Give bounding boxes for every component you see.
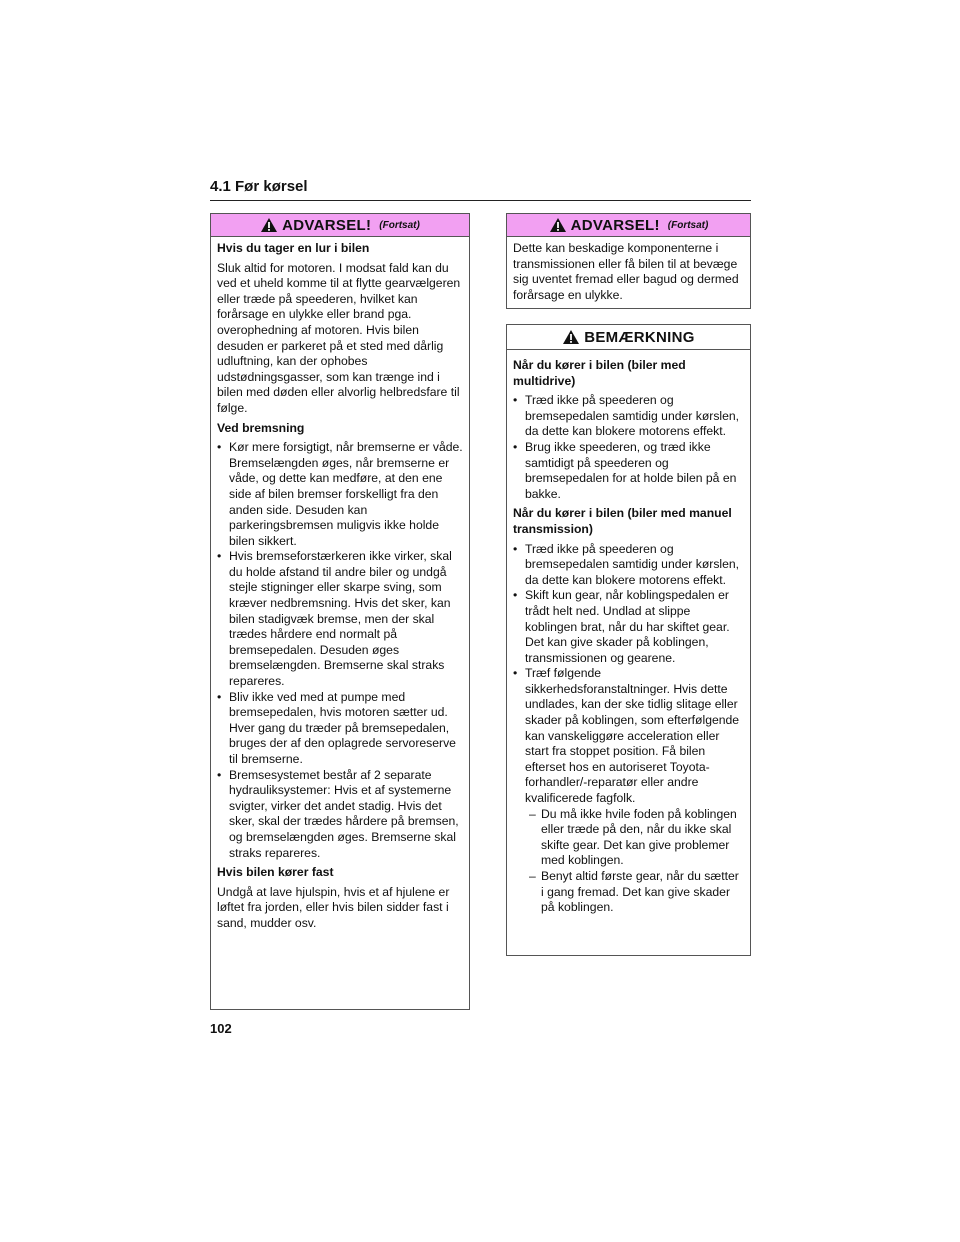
note-title: BEMÆRKNING xyxy=(584,328,695,346)
warning-box-header xyxy=(211,214,469,237)
page-number: 102 xyxy=(210,1021,232,1036)
bullet-list xyxy=(513,542,744,916)
caution-triangle-icon xyxy=(562,329,580,345)
dash-list xyxy=(525,807,744,916)
warning-box-left xyxy=(210,213,470,1010)
bullet-list xyxy=(513,393,744,502)
note-box-header xyxy=(507,325,750,350)
section-title: 4.1 Før kørsel xyxy=(210,178,308,195)
list-item-text: Træf følgende sikkerhedsforanstaltninger. Hvis dette undlades, kan der ske tidlig slitage eller skader på koblingen, som efterfølgende kan vanskeliggøre acceleration eller start fra stoppet position. Få bilen efterset hos en autoriseret Toyota-forhandler/-reparatør eller andre kvalificerede fagfolk. xyxy=(525,666,740,806)
warning-subtitle: (Fortsat) xyxy=(667,219,709,231)
section-heading: Hvis bilen kører fast xyxy=(217,865,334,880)
warning-box-header xyxy=(507,214,750,237)
bullet-list xyxy=(217,440,463,861)
list-item: • Bliv ikke ved med at pumpe med bremsepedalen, hvis motoren sætter ud. Hver gang du træder på bremsepedalen, bruges der af den oplagrede servoreserve til bremserne. xyxy=(217,690,463,768)
warning-triangle-icon xyxy=(549,217,567,233)
section-paragraph: Undgå at lave hjulspin, hvis et af hjulene er løftet fra jorden, eller hvis bilen sidder fast i sand, mudder osv. xyxy=(217,884,450,930)
section-paragraph: Dette kan beskadige komponenterne i transmissionen eller få bilen til at bevæge sig uventet fremad eller bagud og dermed forårsage en ulykke. xyxy=(513,241,739,302)
warning-title: ADVARSEL! xyxy=(282,216,372,234)
list-item: • Brug ikke speederen, og træd ikke samtidigt på speederen og bremsepedalen for at holde bilen på en bakke. xyxy=(513,440,744,502)
warning-subtitle: (Fortsat) xyxy=(379,219,420,231)
warning-content xyxy=(211,237,469,942)
warning-title: ADVARSEL! xyxy=(570,216,660,234)
section-paragraph: Sluk altid for motoren. I modsat fald kan du ved et uheld komme til at flytte gearvælgeren eller træde på speederen, hvilket kan forårsage en ulykke eller brand pga. overophedning af motoren. Hvis bilen desuden er parkeret på et sted med dårlig udluftning, kan der ophobes udstødningsgasser, som kan trænge ind i bilen med døden eller alvorlig helbredsfare til følge. xyxy=(217,260,461,415)
list-item: – Benyt altid første gear, når du sætter i gang fremad. Det kan give skader på koblingen. xyxy=(529,869,744,916)
section-heading: Når du kører i bilen (biler med manuel transmission) xyxy=(513,506,732,536)
section-heading: Når du kører i bilen (biler med multidrive) xyxy=(513,358,686,388)
list-item: • Hvis bremseforstærkeren ikke virker, skal du holde afstand til andre biler og undgå stejle stigninger eller skarpe sving, som kræver nedbremsning. Hvis det sker, kan bilen stadigvæk bremse, men der skal trædes hårdere end normalt på bremsepedalen. Desuden øges bremselængden. Bremserne skal straks repareres. xyxy=(217,549,463,689)
warning-triangle-icon xyxy=(260,217,278,233)
list-item: • Bremsesystemet består af 2 separate hydrauliksystemer: Hvis et af systemerne svigter, virker det andet stadig. Hvis det sker, skal der trædes hårdere på bremsen, og bremselængden øges. Bremserne skal straks repareres. xyxy=(217,768,463,862)
note-box xyxy=(506,324,751,956)
list-item: – Du må ikke hvile foden på koblingen eller træde på den, når du ikke skal skifte gear. Det kan give problemer med koblingen. xyxy=(529,807,744,869)
list-item xyxy=(513,666,744,916)
section-heading: Hvis du tager en lur i bilen xyxy=(217,241,370,255)
warning-box-right xyxy=(506,213,751,309)
list-item: • Træd ikke på speederen og bremsepedalen samtidig under kørslen, da dette kan blokere motorens effekt. xyxy=(513,542,744,589)
list-item: • Skift kun gear, når koblingspedalen er trådt helt ned. Undlad at slippe koblingen brat, når du har skiftet gear. Det kan give skader på koblingen, transmissionen og gearene. xyxy=(513,588,744,666)
section-header xyxy=(210,178,751,201)
warning-content xyxy=(507,237,750,313)
list-item: • Kør mere forsigtigt, når bremserne er våde. Bremselængden øges, når bremserne er våde, og dette kan medføre, at den ene side af bilen bremser forskelligt fra den anden side. Desuden kan parkeringsbremsen muligvis ikke holde bilen sikkert. xyxy=(217,440,463,549)
note-content xyxy=(507,350,750,926)
section-heading: Ved bremsning xyxy=(217,420,305,435)
list-item: • Træd ikke på speederen og bremsepedalen samtidig under kørslen, da dette kan blokere motorens effekt. xyxy=(513,393,744,440)
